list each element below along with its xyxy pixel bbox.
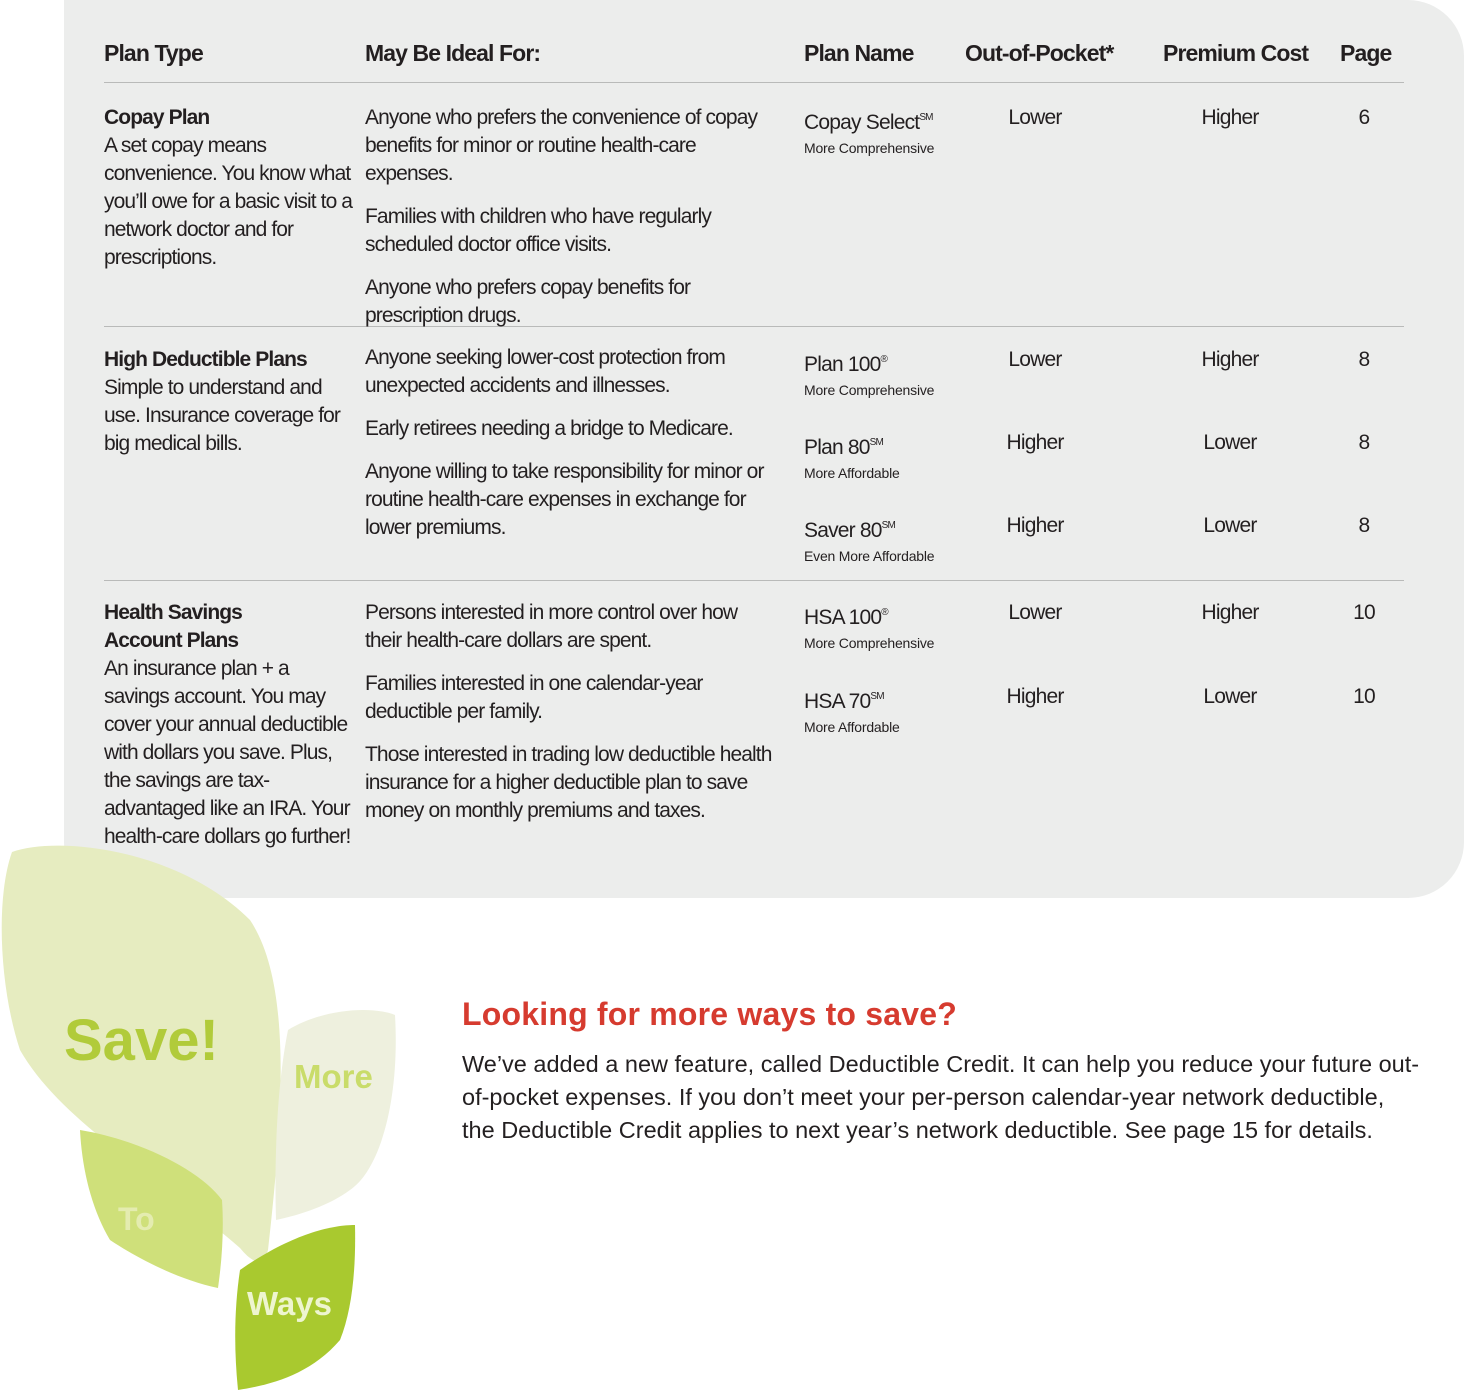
registered-mark: ® bbox=[880, 354, 888, 365]
divider bbox=[104, 580, 1404, 581]
plan-type-description: Simple to understand and use. Insurance coverage for big medical bills. bbox=[104, 376, 341, 455]
header-out-of-pocket: Out-of-Pocket* bbox=[965, 40, 1114, 66]
ideal-for-item: Anyone willing to take responsibility for minor or routine health-care expenses in exchange for lower premiums. bbox=[365, 460, 764, 539]
leaf-more bbox=[276, 1010, 396, 1220]
service-mark: SM bbox=[870, 691, 884, 702]
header-ideal-for: May Be Ideal For: bbox=[365, 40, 541, 66]
more-label: More bbox=[294, 1058, 373, 1095]
to-label: To bbox=[118, 1201, 155, 1237]
page-value: 8 bbox=[1358, 348, 1370, 371]
save-label: Save! bbox=[64, 1008, 219, 1073]
plan-type-copay bbox=[104, 104, 356, 272]
ideal-for-copay bbox=[365, 104, 775, 345]
premium-value: Higher bbox=[1201, 601, 1259, 624]
premium-value: Higher bbox=[1201, 348, 1259, 371]
premium-value: Higher bbox=[1201, 106, 1259, 129]
ideal-for-item: Anyone who prefers copay benefits for prescription drugs. bbox=[365, 276, 691, 327]
plan-type-description: An insurance plan + a savings account. You may cover your annual deductible with dollars you save. Plus, the savings are tax-advantaged like an IRA. Your health-care dollars go further! bbox=[104, 657, 351, 848]
out-of-pocket-value: Lower bbox=[1008, 106, 1062, 129]
plan-type-title: High Deductible Plans bbox=[104, 348, 307, 371]
registered-mark: ® bbox=[881, 607, 888, 618]
plan-name: Plan 100 bbox=[804, 353, 881, 376]
plan-name-hsa-70 bbox=[804, 683, 900, 735]
header-premium-cost: Premium Cost bbox=[1163, 40, 1309, 66]
page-value: 10 bbox=[1353, 685, 1375, 708]
plan-name: Plan 80 bbox=[804, 436, 870, 459]
service-mark: SM bbox=[881, 520, 896, 531]
plan-name-plan-100 bbox=[804, 346, 934, 398]
ideal-for-item: Persons interested in more control over how their health-care dollars are spent. bbox=[365, 601, 738, 652]
page-value: 8 bbox=[1358, 431, 1370, 454]
plan-tier: More Comprehensive bbox=[804, 635, 935, 651]
ideal-for-item: Anyone who prefers the convenience of copay benefits for minor or routine health-care expenses. bbox=[365, 106, 758, 185]
header-plan-type: Plan Type bbox=[104, 40, 203, 66]
plan-type-hsa bbox=[104, 599, 356, 851]
plan-tier: More Comprehensive bbox=[804, 140, 935, 156]
save-more-ways-graphic bbox=[0, 840, 420, 1391]
out-of-pocket-value: Higher bbox=[1006, 431, 1064, 454]
plan-type-title: Copay Plan bbox=[104, 106, 210, 129]
plan-tier: Even More Affordable bbox=[804, 548, 935, 564]
header-page: Page bbox=[1340, 40, 1392, 66]
out-of-pocket-value: Higher bbox=[1006, 514, 1064, 537]
divider bbox=[104, 82, 1404, 83]
ideal-for-item: Anyone seeking lower-cost protection from unexpected accidents and illnesses. bbox=[365, 346, 725, 397]
callout-body: We’ve added a new feature, called Deductible Credit. It can help you reduce your future out-of-pocket expenses. If you don’t meet your per-person calendar-year network deductible, the Deductible Credit applies to next year’s network deductible. See page 15 for details. bbox=[462, 1051, 1420, 1143]
plan-name: Copay Select bbox=[804, 111, 920, 134]
ways-label: Ways bbox=[247, 1285, 332, 1322]
ideal-for-high-deductible bbox=[365, 344, 775, 557]
service-mark: SM bbox=[869, 437, 884, 448]
premium-value: Lower bbox=[1203, 685, 1257, 708]
page-value: 8 bbox=[1358, 514, 1370, 537]
premium-value: Lower bbox=[1203, 514, 1257, 537]
plan-type-title: Health Savings bbox=[104, 601, 242, 624]
plan-tier: More Affordable bbox=[804, 465, 900, 481]
plan-type-high-deductible bbox=[104, 346, 356, 458]
ideal-for-item: Early retirees needing a bridge to Medicare. bbox=[365, 417, 733, 440]
page-value: 6 bbox=[1358, 106, 1370, 129]
ideal-for-item: Families with children who have regularly scheduled doctor office visits. bbox=[365, 205, 711, 256]
ideal-for-hsa bbox=[365, 599, 775, 840]
callout-title: Looking for more ways to save? bbox=[462, 996, 957, 1032]
plan-name-hsa-100 bbox=[804, 599, 934, 651]
premium-value: Lower bbox=[1203, 431, 1257, 454]
out-of-pocket-value: Lower bbox=[1008, 601, 1062, 624]
plan-name: HSA 100 bbox=[804, 606, 882, 629]
plan-type-title: Account Plans bbox=[104, 629, 239, 652]
out-of-pocket-value: Higher bbox=[1006, 685, 1064, 708]
out-of-pocket-value: Lower bbox=[1008, 348, 1062, 371]
plan-name-copay-select bbox=[804, 104, 934, 156]
page-value: 10 bbox=[1353, 601, 1375, 624]
header-plan-name: Plan Name bbox=[804, 40, 914, 66]
ideal-for-item: Families interested in one calendar-year deductible per family. bbox=[365, 672, 703, 723]
plan-name: Saver 80 bbox=[804, 519, 882, 542]
plan-tier: More Affordable bbox=[804, 719, 900, 735]
plan-name-saver-80 bbox=[804, 512, 934, 564]
plan-name-plan-80 bbox=[804, 429, 900, 481]
plan-tier: More Comprehensive bbox=[804, 382, 935, 398]
plan-name: HSA 70 bbox=[804, 690, 871, 713]
ideal-for-item: Those interested in trading low deductible health insurance for a higher deductible plan to save money on monthly premiums and taxes. bbox=[365, 743, 772, 822]
service-mark: SM bbox=[919, 112, 933, 123]
plan-type-description: A set copay means convenience. You know what you’ll owe for a basic visit to a network doctor and for prescriptions. bbox=[104, 134, 353, 269]
